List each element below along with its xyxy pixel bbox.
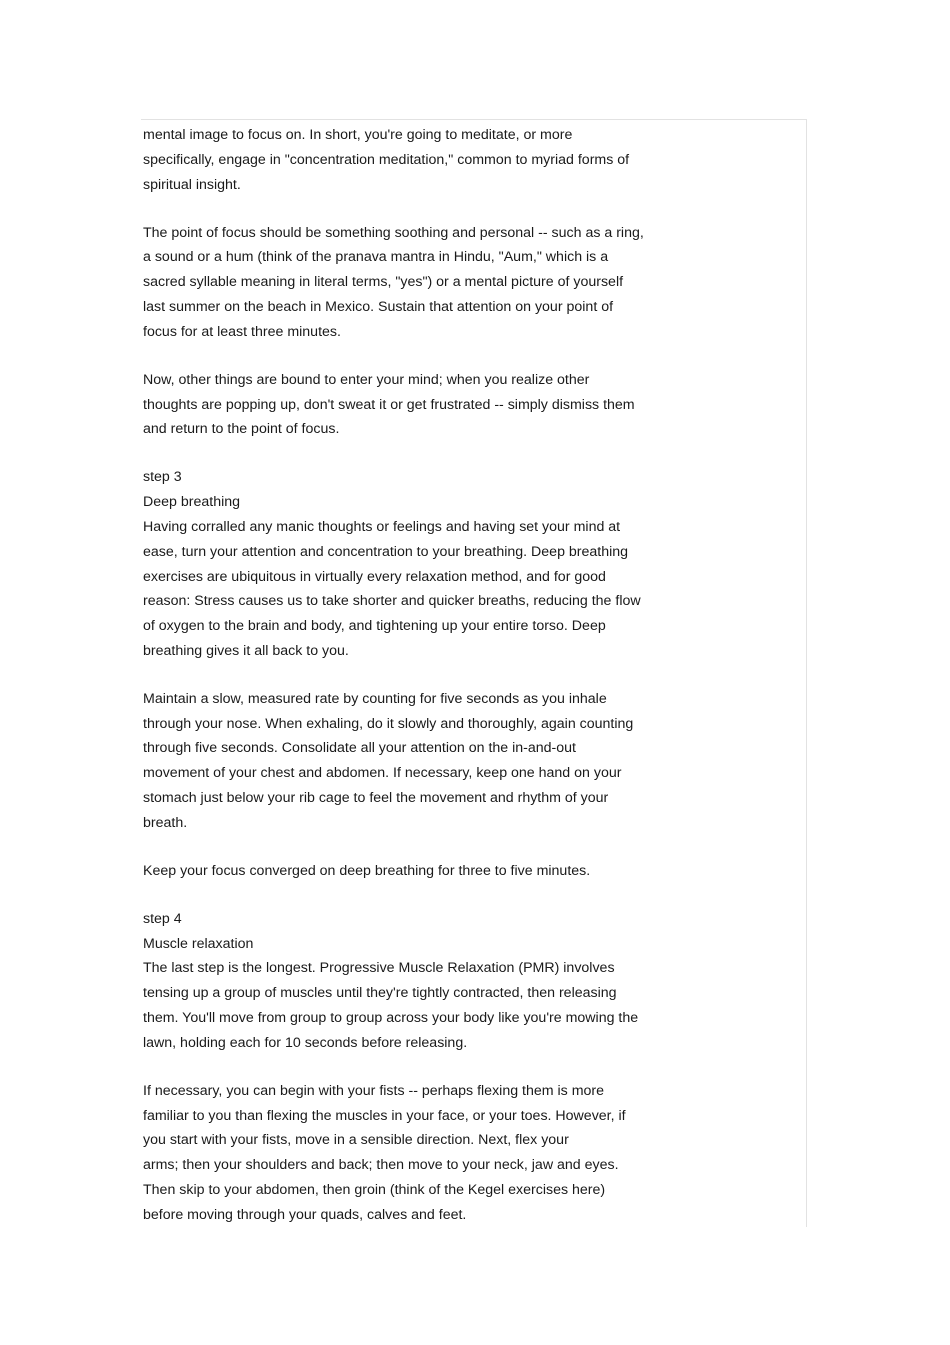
paragraph (143, 1079, 683, 1228)
text-line: lawn, holding each for 10 seconds before releasing. (143, 1034, 468, 1051)
article-body (143, 123, 683, 1228)
text-line: Having corralled any manic thoughts or feelings and having set your mind at (143, 518, 621, 535)
text-line: you start with your fists, move in a sensible direction. Next, flex your (143, 1132, 569, 1149)
text-line: If necessary, you can begin with your fists -- perhaps flexing them is more (143, 1082, 605, 1099)
text-line: last summer on the beach in Mexico. Sustain that attention on your point of (143, 298, 614, 315)
paragraph (143, 907, 683, 1056)
text-line: exercises are ubiquitous in virtually every relaxation method, and for good (143, 568, 606, 585)
text-line: through five seconds. Consolidate all your attention on the in-and-out (143, 740, 576, 757)
text-line: breathing gives it all back to you. (143, 642, 349, 659)
text-line: through your nose. When exhaling, do it slowly and thoroughly, again counting (143, 715, 634, 732)
text-line: step 4 (143, 910, 182, 927)
text-line: ease, turn your attention and concentration to your breathing. Deep breathing (143, 543, 629, 560)
text-line: reason: Stress causes us to take shorter and quicker breaths, reducing the flow (143, 593, 641, 610)
text-line: mental image to focus on. In short, you're going to meditate, or more (143, 127, 573, 143)
text-line: arms; then your shoulders and back; then move to your neck, jaw and eyes. (143, 1157, 619, 1174)
text-line: and return to the point of focus. (143, 421, 340, 438)
paragraph-gap (143, 345, 683, 368)
text-line: tensing up a group of muscles until they're tightly contracted, then releasing (143, 985, 617, 1002)
text-line: Deep breathing (143, 494, 241, 511)
paragraph (143, 687, 683, 836)
text-line: before moving through your quads, calves and feet. (143, 1206, 467, 1223)
paragraph-gap (143, 197, 683, 220)
paragraph (143, 221, 683, 345)
text-line: Maintain a slow, measured rate by counting for five seconds as you inhale (143, 690, 607, 707)
paragraph (143, 859, 683, 884)
text-line: breath. (143, 814, 188, 831)
text-line: Muscle relaxation (143, 935, 254, 952)
paragraph-gap (143, 1056, 683, 1079)
paragraph (143, 368, 683, 442)
text-line: a sound or a hum (think of the pranava mantra in Hindu, "Aum," which is a (143, 249, 609, 266)
text-line: spiritual insight. (143, 176, 241, 193)
paragraph-gap (143, 442, 683, 465)
text-line: Keep your focus converged on deep breathing for three to five minutes. (143, 862, 591, 879)
text-line: movement of your chest and abdomen. If necessary, keep one hand on your (143, 765, 622, 782)
text-line: familiar to you than flexing the muscles in your face, or your toes. However, if (143, 1107, 626, 1124)
text-line: of oxygen to the brain and body, and tightening up your entire torso. Deep (143, 618, 606, 635)
text-line: step 3 (143, 469, 182, 486)
paragraph-gap (143, 884, 683, 907)
paragraph (143, 123, 683, 197)
text-line: specifically, engage in "concentration meditation," common to myriad forms of (143, 151, 630, 168)
text-line: stomach just below your rib cage to feel the movement and rhythm of your (143, 790, 609, 807)
text-line: focus for at least three minutes. (143, 323, 341, 340)
text-line: them. You'll move from group to group across your body like you're mowing the (143, 1010, 639, 1027)
text-line: The last step is the longest. Progressive Muscle Relaxation (PMR) involves (143, 960, 615, 977)
paragraph-gap (143, 836, 683, 859)
paragraph (143, 465, 683, 663)
text-line: Now, other things are bound to enter your mind; when you realize other (143, 371, 590, 388)
text-line: thoughts are popping up, don't sweat it or get frustrated -- simply dismiss them (143, 396, 635, 413)
text-line: The point of focus should be something soothing and personal -- such as a ring, (143, 224, 644, 241)
text-line: sacred syllable meaning in literal terms, "yes") or a mental picture of yourself (143, 274, 624, 291)
paragraph-gap (143, 664, 683, 687)
text-line: Then skip to your abdomen, then groin (think of the Kegel exercises here) (143, 1182, 606, 1198)
